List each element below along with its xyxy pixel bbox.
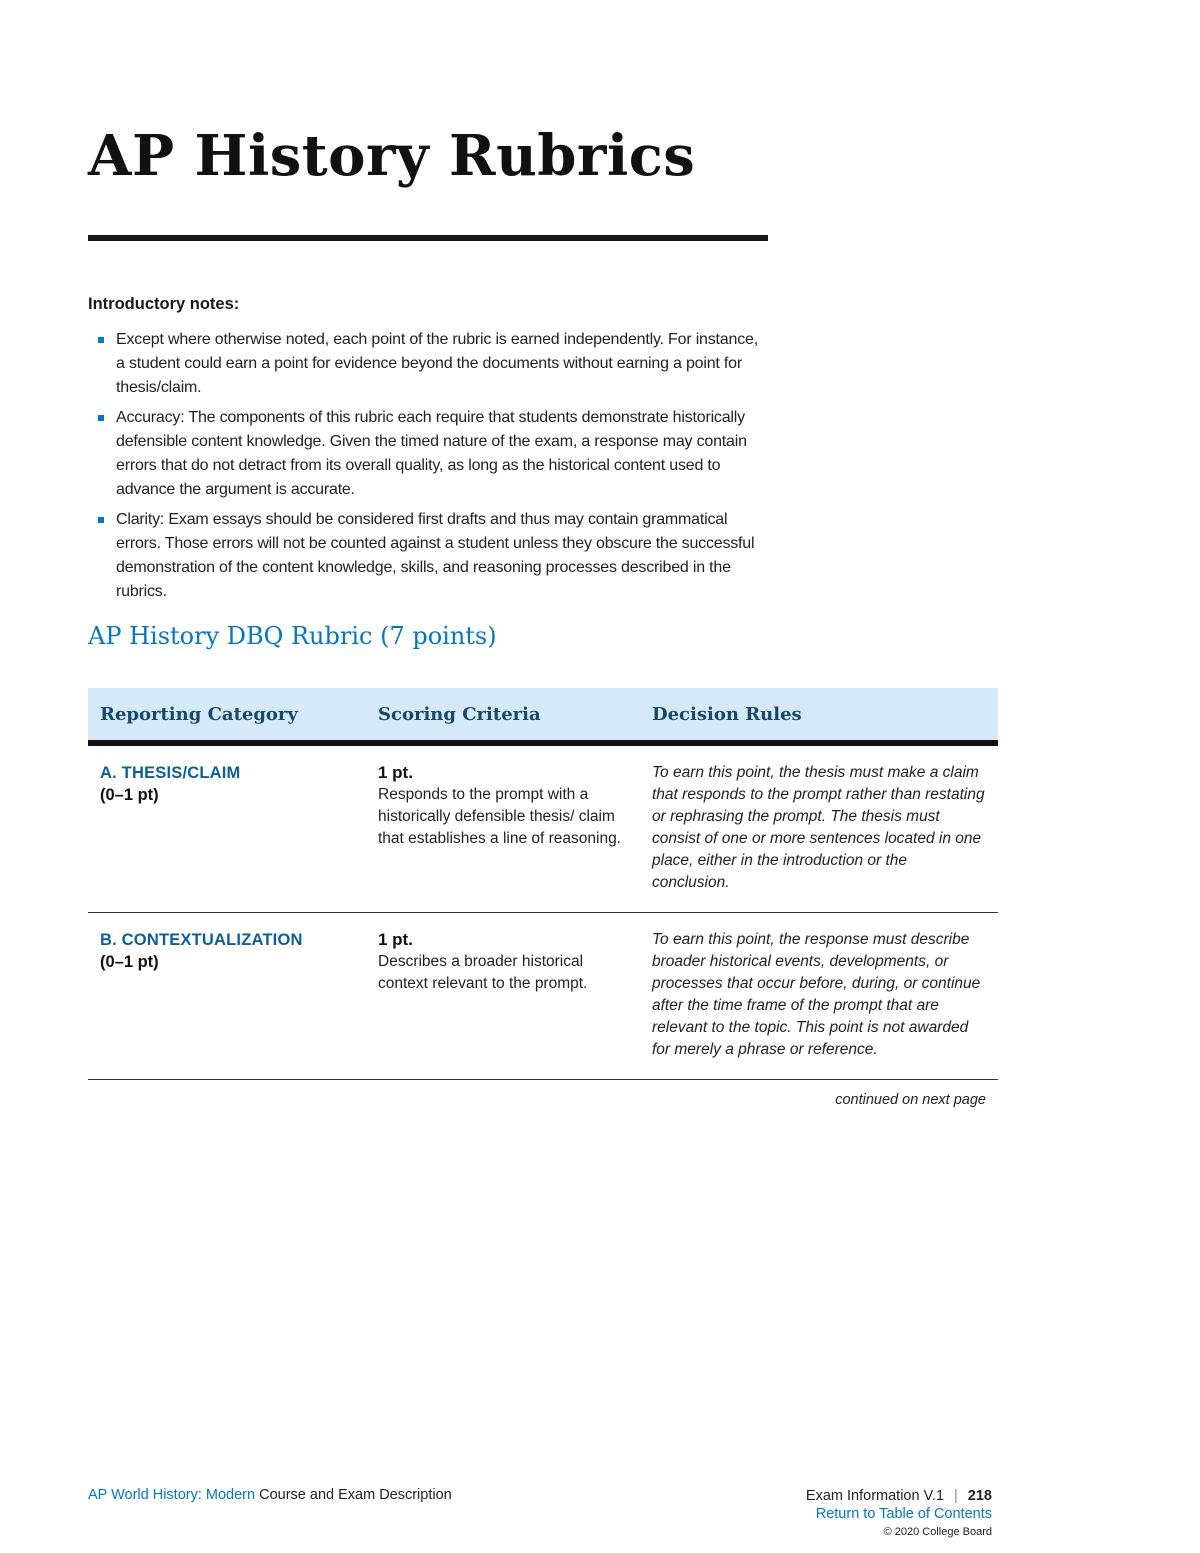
category-cell [88,743,366,913]
list-item [88,508,768,604]
category-range: (0–1 pt) [100,953,159,971]
square-bullet-icon [98,415,104,421]
return-to-toc-link[interactable]: Return to Table of Contents [815,1506,992,1522]
points-label: 1 pt. [378,763,413,782]
note-text: Except where otherwise noted, each point of the rubric is earned independently. For instance, a student could earn a point for evidence beyond the documents without earning a point for thesis/claim. [116,331,758,396]
square-bullet-icon [98,337,104,343]
criteria-cell [366,913,640,1080]
decision-rules-text: To earn this point, the response must describe broader historical events, developments, or processes that occur before, during, or continue after the time frame of the prompt that are relevant to the topic. This point is not awarded for merely a phrase or reference. [640,913,998,1080]
decision-rules-text: To earn this point, the thesis must make a claim that responds to the prompt rather than restating or rephrasing the prompt. The thesis must consist of one or more sentences located in one place, either in the introduction or the conclusion. [640,743,998,913]
list-item [88,328,768,400]
header-scoring-criteria: Scoring Criteria [366,688,640,743]
intro-list [88,328,768,604]
copyright: © 2020 College Board [883,1526,992,1538]
header-decision-rules: Decision Rules [640,688,998,743]
title-rule [88,235,768,241]
page-title: AP History Rubrics [88,123,696,189]
footer-section: Exam Information V.1 [805,1488,945,1504]
criteria-cell [366,743,640,913]
criteria-text: Responds to the prompt with a historically defensible thesis/ claim that establishes a line of reasoning. [378,786,621,847]
intro-notes [88,295,768,610]
category-name: A. THESIS/CLAIM [100,764,241,782]
footer-course-info [88,1487,452,1503]
rubric-title: AP History DBQ Rubric (7 points) [88,622,497,650]
table-row [88,743,998,913]
footer-description: Course and Exam Description [259,1487,452,1503]
footer-page-info [806,1487,992,1541]
table-header-row [88,688,998,743]
criteria-text: Describes a broader historical context relevant to the prompt. [378,953,588,992]
category-cell [88,913,366,1080]
rubric-table [88,688,998,1080]
continued-note: continued on next page [835,1092,986,1108]
list-item [88,406,768,502]
square-bullet-icon [98,517,104,523]
intro-heading: Introductory notes: [88,295,240,313]
footer-course-name: AP World History: Modern [88,1487,256,1503]
category-name: B. CONTEXTUALIZATION [100,931,303,949]
category-range: (0–1 pt) [100,786,159,804]
note-text: Clarity: Exam essays should be considered first drafts and thus may contain grammatical errors. Those errors will not be counted against a student unless they obscure the successful demonstration of the content knowledge, skills, and reasoning processes described in the rubrics. [116,511,755,600]
table-row [88,913,998,1080]
page-number: 218 [967,1488,992,1504]
header-reporting-category: Reporting Category [88,688,366,743]
note-text: Accuracy: The components of this rubric each require that students demonstrate historically defensible content knowledge. Given the timed nature of the exam, a response may contain errors that do not detract from its overall quality, as long as the historical content used to advance the argument is accurate. [116,409,747,498]
points-label: 1 pt. [378,930,413,949]
footer-divider: | [954,1488,958,1504]
